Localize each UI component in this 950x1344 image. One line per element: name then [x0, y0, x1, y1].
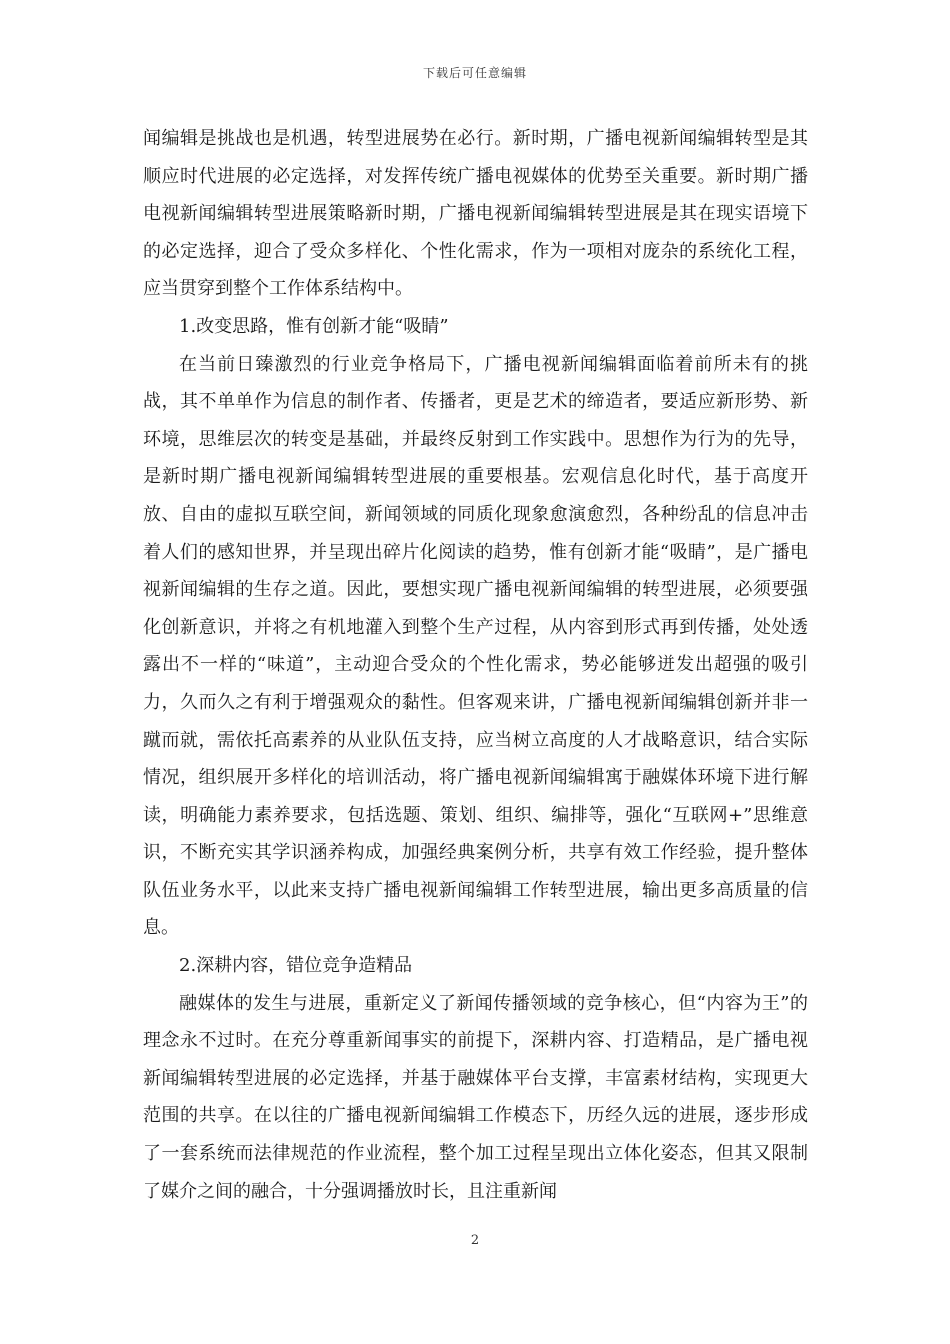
document-body: [143, 120, 808, 1210]
paragraph-section-2: 融媒体的发生与进展，重新定义了新闻传播领域的竞争核心，但“内容为王”的理念永不过时。在充分尊重新闻事实的前提下，深耕内容、打造精品，是广播电视新闻编辑转型进展的必定选择，并基于融媒体平台支撑，丰富素材结构，实现更大范围的共享。在以往的广播电视新闻编辑工作模态下，历经久远的进展，逐步形成了一套系统而法律规范的作业流程，整个加工过程呈现出立体化姿态，但其又限制了媒介之间的融合，十分强调播放时长，且注重新闻: [143, 992, 808, 1202]
page-number: 2: [470, 1233, 480, 1248]
paragraph-intro: 闻编辑是挑战也是机遇，转型进展势在必行。新时期，广播电视新闻编辑转型是其顺应时代进展的必定选择，对发挥传统广播电视媒体的优势至关重要。新时期广播电视新闻编辑转型进展策略新时期，广播电视新闻编辑转型进展是其在现实语境下的必定选择，迎合了受众多样化、个性化需求，作为一项相对庞杂的系统化工程，应当贯穿到整个工作体系结构中。: [143, 128, 808, 300]
section-heading-1: 1.改变思路，惟有创新才能“吸睛”: [179, 315, 449, 337]
paragraph-section-1: 在当前日臻激烈的行业竞争格局下，广播电视新闻编辑面临着前所未有的挑战，其不单单作为信息的制作者、传播者，更是艺术的缔造者，要适应新形势、新环境，思维层次的转变是基础，并最终反射到工作实践中。思想作为行为的先导，是新时期广播电视新闻编辑转型进展的重要根基。宏观信息化时代，基于高度开放、自由的虚拟互联空间，新闻领域的同质化现象愈演愈烈，各种纷乱的信息冲击着人们的感知世界，并呈现出碎片化阅读的趋势，惟有创新才能“吸睛”，是广播电视新闻编辑的生存之道。因此，要想实现广播电视新闻编辑的转型进展，必须要强化创新意识，并将之有机地灌入到整个生产过程，从内容到形式再到传播，处处透露出不一样的“味道”，主动迎合受众的个性化需求，势必能够迸发出超强的吸引力，久而久之有利于增强观众的黏性。但客观来讲，广播电视新闻编辑创新并非一蹴而就，需依托高素养的从业队伍支持，应当树立高度的人才战略意识，结合实际情况，组织展开多样化的培训活动，将广播电视新闻编辑寓于融媒体环境下进行解读，明确能力素养要求，包括选题、策划、组织、编排等，强化“互联网+”思维意识，不断充实其学识涵养构成，加强经典案例分析，共享有效工作经验，提升整体队伍业务水平，以此来支持广播电视新闻编辑工作转型进展，输出更多高质量的信息。: [143, 353, 808, 939]
page-header: 下载后可任意编辑: [422, 66, 527, 80]
section-heading-2: 2.深耕内容，错位竞争造精品: [179, 955, 413, 977]
